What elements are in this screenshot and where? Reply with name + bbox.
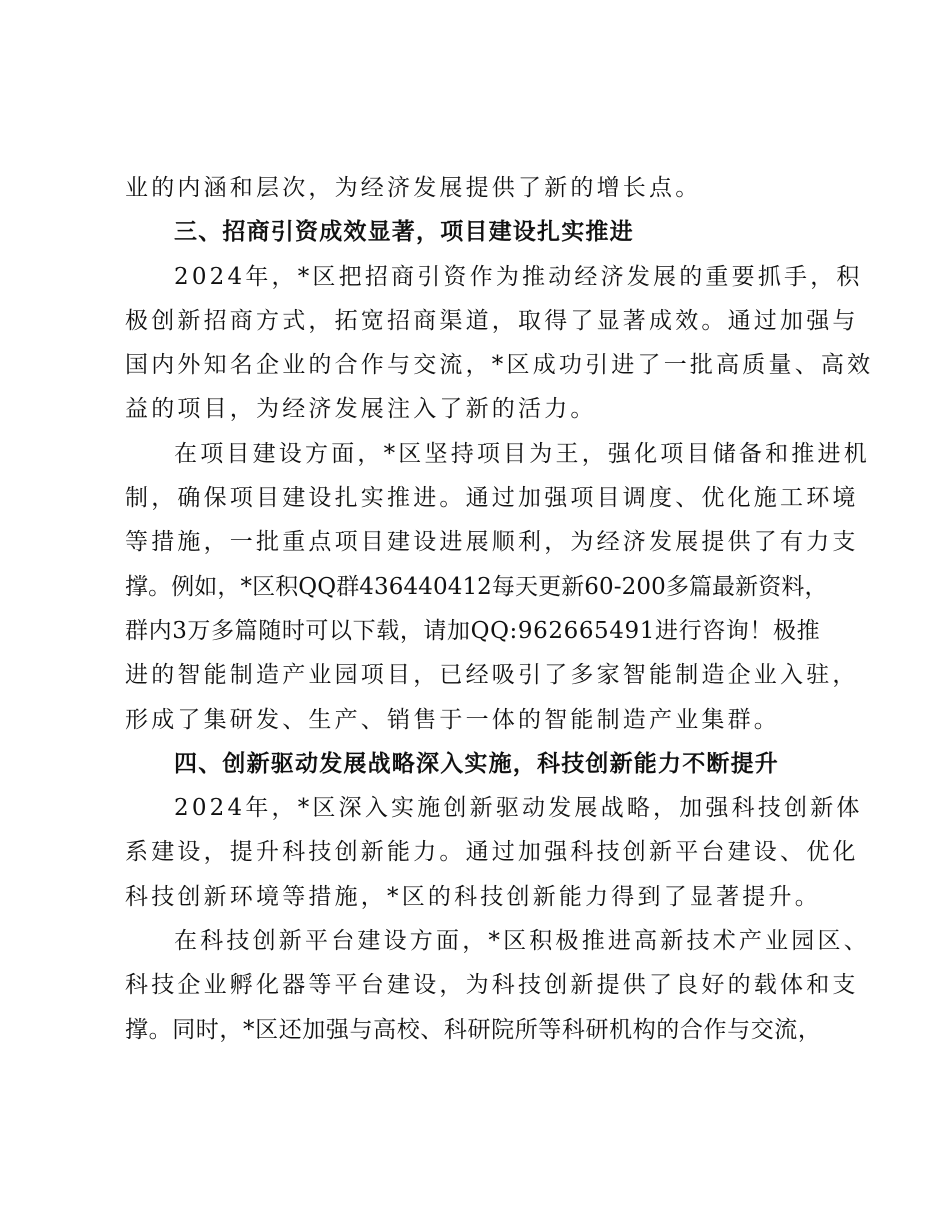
paragraph-line: 极创新招商方式，拓宽招商渠道，取得了显著成效。通过加强与 — [125, 307, 859, 334]
paragraph-line: 制，确保项目建设扎实推进。通过加强项目调度、优化施工环境 — [125, 485, 859, 512]
paragraph-line: 群内3万多篇随时可以下载，请加QQ:962665491进行咨询！极推 — [125, 617, 821, 644]
paragraph-line: 益的项目，为经济发展注入了新的活力。 — [125, 396, 597, 423]
paragraph-line: 在项目建设方面，*区坚持项目为王，强化项目储备和推进机 — [174, 440, 870, 467]
paragraph-line: 等措施，一批重点项目建设进展顺利，为经济发展提供了有力支 — [125, 529, 859, 556]
paragraph-line: 在科技创新平台建设方面，*区积极推进高新技术产业园区、 — [174, 928, 870, 955]
paragraph-line: 撑。同时，*区还加强与高校、科研院所等科研机构的合作与交流， — [125, 1016, 822, 1043]
paragraph-line: 科技创新环境等措施，*区的科技创新能力得到了显著提升。 — [125, 883, 821, 910]
paragraph-line: 国内外知名企业的合作与交流，*区成功引进了一批高质量、高效 — [125, 352, 874, 379]
paragraph-line: 2024年，*区深入实施创新驱动发展战略，加强科技创新体 — [174, 795, 863, 822]
paragraph-line: 撑。例如，*区积QQ群436440412每天更新60-200多篇最新资料， — [125, 573, 828, 600]
paragraph-line: 系建设，提升科技创新能力。通过加强科技创新平台建设、优化 — [125, 839, 859, 866]
paragraph-line: 进的智能制造产业园项目，已经吸引了多家智能制造企业入驻， — [125, 662, 859, 689]
paragraph-line: 科技企业孵化器等平台建设，为科技创新提供了良好的载体和支 — [125, 972, 859, 999]
section-heading: 三、招商引资成效显著，项目建设扎实推进 — [174, 219, 634, 246]
paragraph-line: 业的内涵和层次，为经济发展提供了新的增长点。 — [125, 175, 702, 201]
paragraph-line: 2024年，*区把招商引资作为推动经济发展的重要抓手，积 — [174, 263, 863, 290]
paragraph-line: 形成了集研发、生产、销售于一体的智能制造产业集群。 — [125, 706, 780, 733]
section-heading: 四、创新驱动发展战略深入实施，科技创新能力不断提升 — [174, 750, 779, 777]
document-body — [125, 166, 874, 1052]
